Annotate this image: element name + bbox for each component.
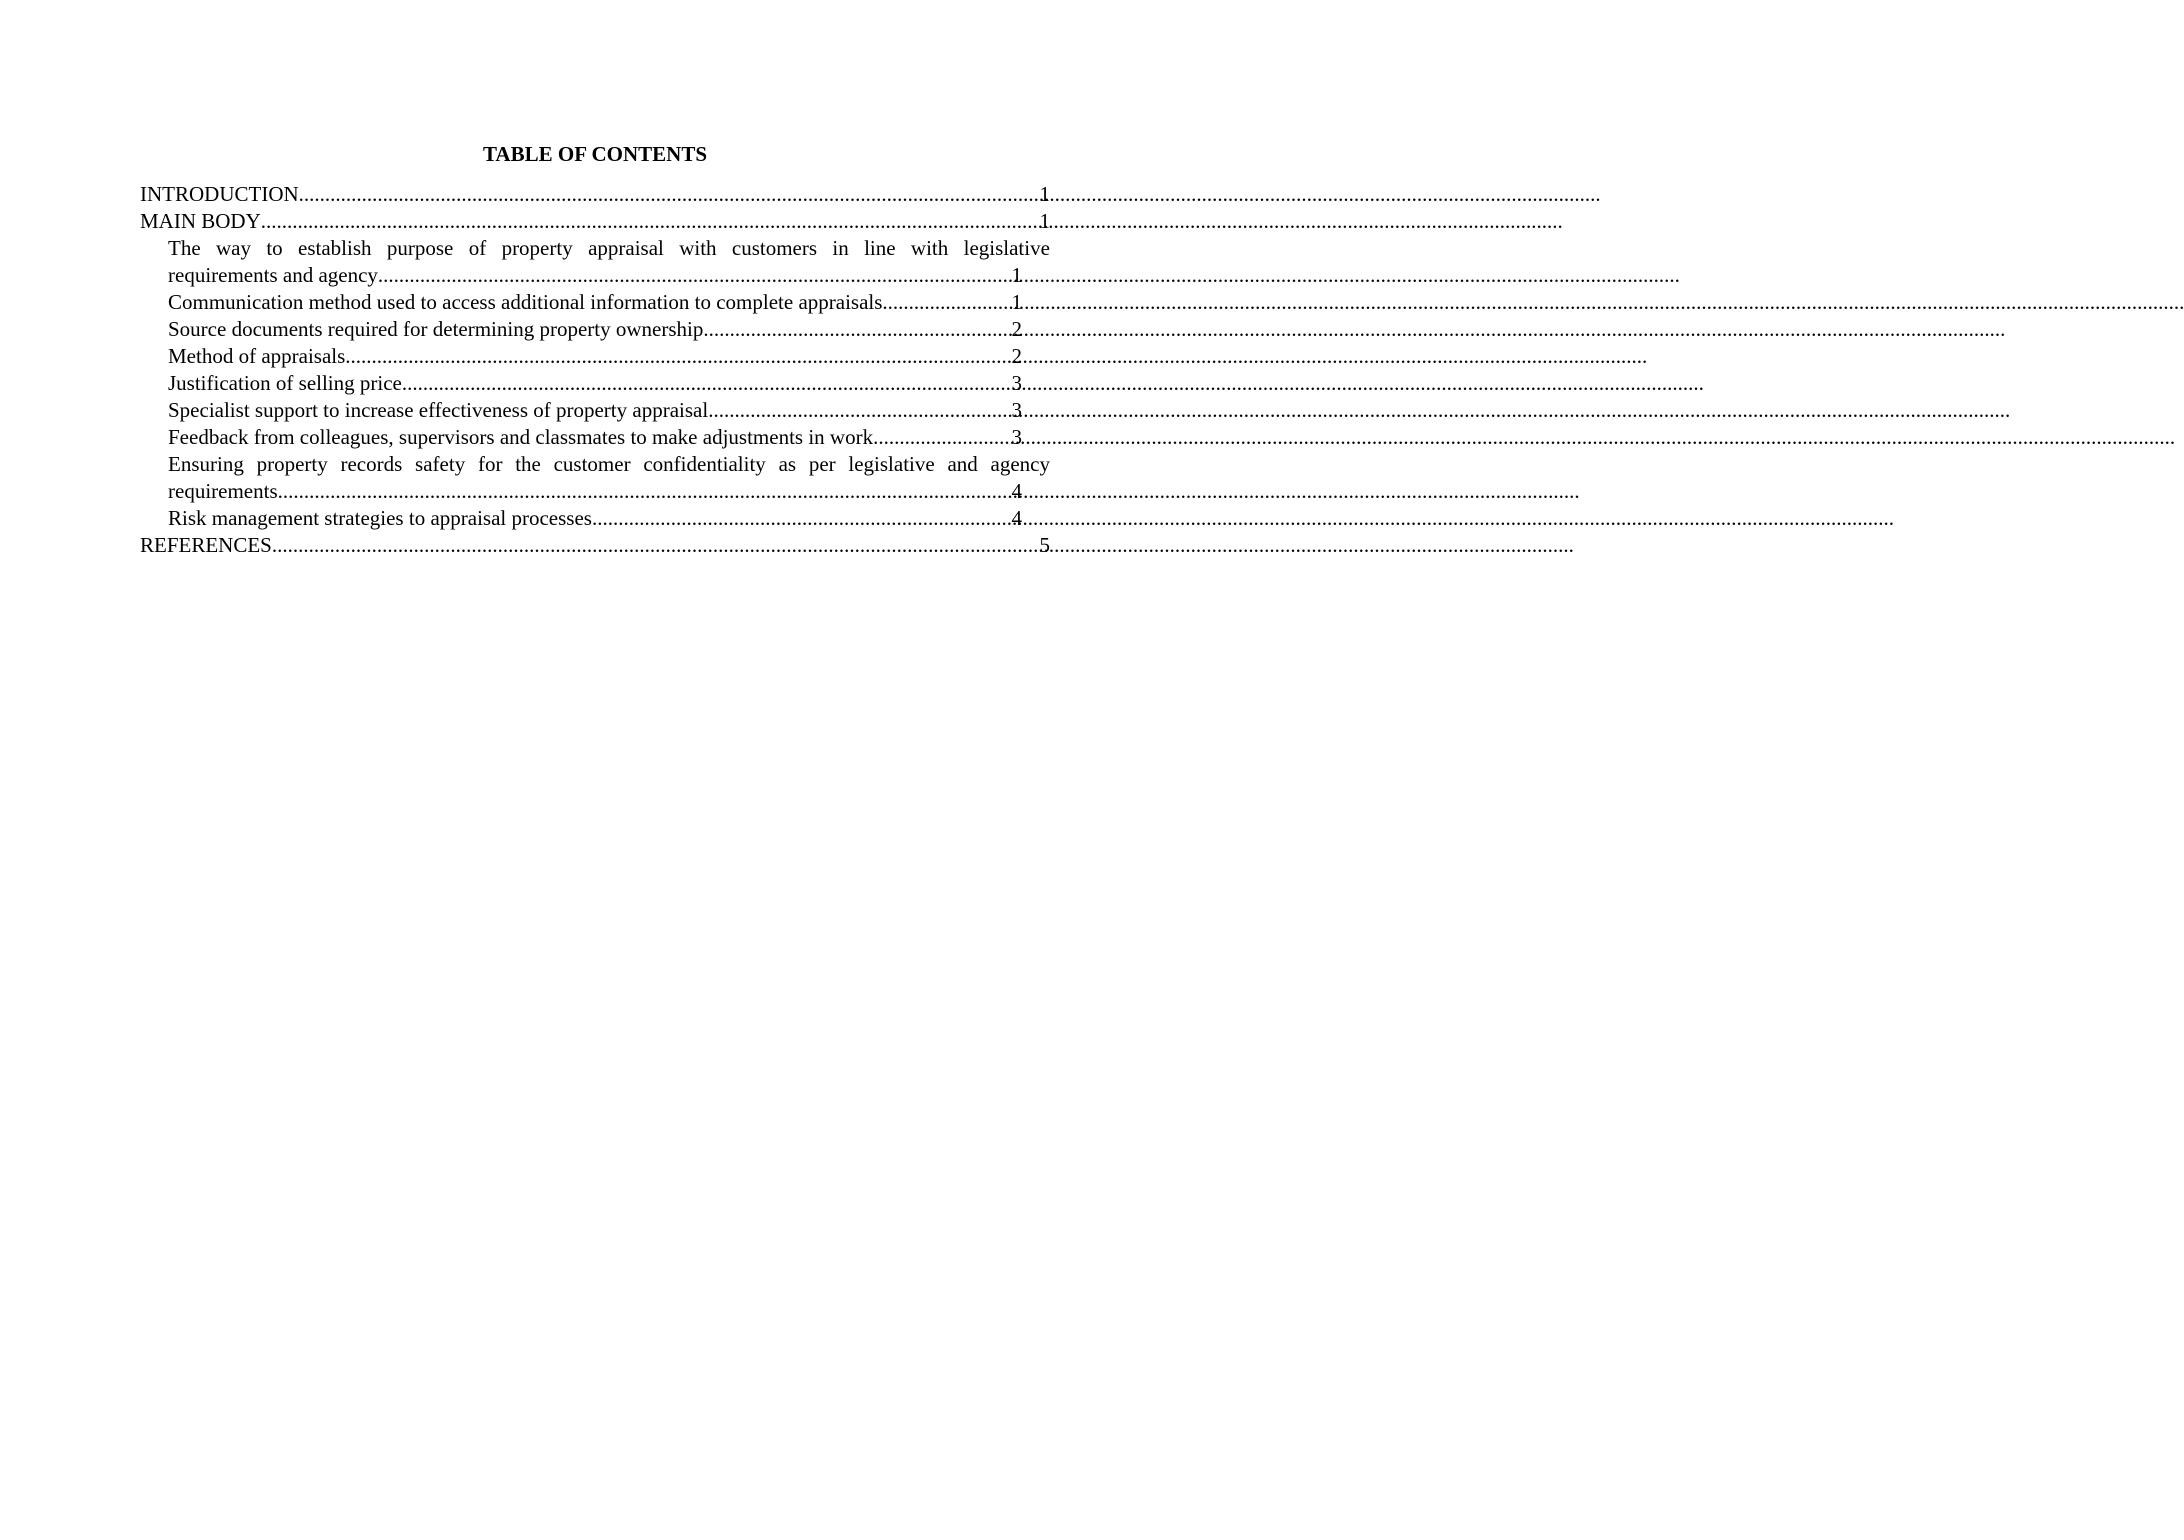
toc-page-number: 2 <box>1011 344 1022 368</box>
dot-leader <box>299 181 1040 208</box>
toc-page-number: 1 <box>1011 290 1022 314</box>
toc-entry-label: MAIN BODY <box>140 209 261 233</box>
toc-entry-continuation <box>168 478 1022 505</box>
toc-page-number: 4 <box>1011 506 1022 530</box>
dot-leader <box>402 370 1012 397</box>
dot-leader <box>882 289 1011 316</box>
word: property <box>256 452 328 476</box>
word: customer <box>553 452 631 476</box>
toc-entry-label: requirements and agency <box>168 263 378 287</box>
toc-entry-specialist-support[interactable] <box>140 397 1022 424</box>
toc-entry-main-body[interactable] <box>140 208 1050 235</box>
word: appraisal <box>588 236 664 260</box>
dot-leader <box>345 343 1011 370</box>
word: purpose <box>386 236 454 260</box>
toc-entry-label: Feedback from colleagues, supervisors and classmates to make adjustments in work <box>168 425 874 449</box>
toc-entry-label: Risk management strategies to appraisal processes <box>168 506 592 530</box>
word: of <box>468 236 487 260</box>
word: legislative <box>963 236 1050 260</box>
word: property <box>501 236 573 260</box>
toc-entry-method-of-appraisals[interactable] <box>140 343 1022 370</box>
toc-entry-label: Source documents required for determining property ownership <box>168 317 704 341</box>
toc-entry-label: Communication method used to access additional information to complete appraisals <box>168 290 883 314</box>
word: establish <box>298 236 372 260</box>
word: Ensuring <box>168 452 244 476</box>
word: for <box>477 452 503 476</box>
word: legislative <box>848 452 935 476</box>
toc-entry-label: INTRODUCTION <box>140 182 299 206</box>
toc-entry-label-line1 <box>168 451 1050 478</box>
word: confidentiality <box>643 452 766 476</box>
dot-leader <box>278 478 1012 505</box>
toc-entry-label-line1 <box>168 235 1050 262</box>
word: with <box>679 236 717 260</box>
toc-title: TABLE OF CONTENTS <box>482 142 708 166</box>
word: and <box>947 452 978 476</box>
word: records <box>340 452 403 476</box>
word: The <box>168 236 201 260</box>
word: the <box>515 452 541 476</box>
table-of-contents <box>140 181 1050 559</box>
toc-entry-source-documents[interactable] <box>140 316 1022 343</box>
word: way <box>216 236 251 260</box>
toc-page-number: 2 <box>1011 317 1022 341</box>
word: customers <box>731 236 818 260</box>
toc-page-number: 1 <box>1039 182 1050 206</box>
word: safety <box>415 452 466 476</box>
word: as <box>778 452 797 476</box>
dot-leader <box>703 316 1011 343</box>
word: in <box>832 236 849 260</box>
toc-entry-label: Justification of selling price <box>168 371 402 395</box>
dot-leader <box>272 532 1040 559</box>
toc-page-number: 3 <box>1011 398 1022 422</box>
dot-leader <box>708 397 1011 424</box>
toc-entry-label: Specialist support to increase effectiveness of property appraisal <box>168 398 709 422</box>
toc-entry-continuation <box>168 262 1022 289</box>
toc-entry-selling-price[interactable] <box>140 370 1022 397</box>
toc-page-number: 4 <box>1011 479 1022 503</box>
toc-entry-label: requirements <box>168 479 278 503</box>
dot-leader <box>261 208 1040 235</box>
toc-entry-label: Method of appraisals <box>168 344 346 368</box>
toc-page-number: 3 <box>1011 425 1022 449</box>
dot-leader <box>873 424 1011 451</box>
toc-page-number: 5 <box>1039 533 1050 557</box>
word: per <box>808 452 836 476</box>
dot-leader <box>592 505 1012 532</box>
toc-entry-records-safety[interactable] <box>140 451 1050 505</box>
word: agency <box>990 452 1050 476</box>
toc-entry-label: REFERENCES <box>140 533 272 557</box>
toc-entry-communication-method[interactable] <box>140 289 1022 316</box>
toc-entry-introduction[interactable] <box>140 181 1050 208</box>
dot-leader <box>378 262 1012 289</box>
word: with <box>910 236 949 260</box>
word: to <box>266 236 283 260</box>
toc-entry-feedback[interactable] <box>140 424 1022 451</box>
word: line <box>864 236 896 260</box>
toc-page-number: 1 <box>1039 209 1050 233</box>
toc-entry-purpose-of-appraisal[interactable] <box>140 235 1050 289</box>
toc-entry-risk-management[interactable] <box>140 505 1022 532</box>
toc-entry-references[interactable] <box>140 532 1050 559</box>
toc-page-number: 3 <box>1011 371 1022 395</box>
toc-page-number: 1 <box>1011 263 1022 287</box>
